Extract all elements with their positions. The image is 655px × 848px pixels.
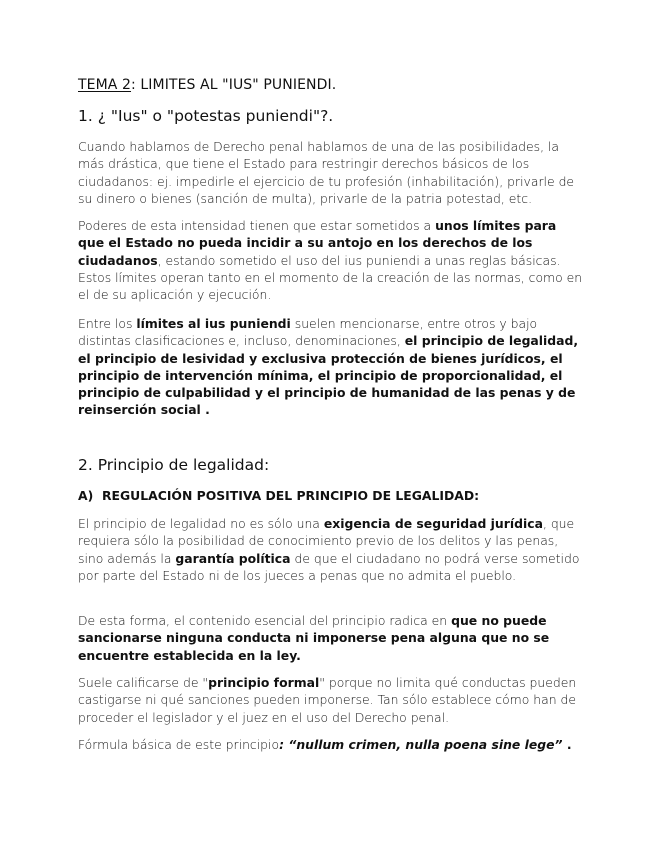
emphasis-limits: unos límites para que el Estado no pueda incidir a su antojo en los derechos de los ciudadanos [78,218,557,268]
emphasis-ius-puniendi: límites al ius puniendi [136,316,291,331]
paragraph-7: Fórmula básica de este principio: “nullum crimen, nulla poena sine lege” . [78,737,572,752]
section-1-heading: 1. ¿ "Ius" o "potestas puniendi"?. [78,107,334,125]
title-rest: : LIMITES AL "IUS" PUNIENDI. [131,77,337,93]
subsection-letter: A) [78,488,94,503]
paragraph-6: Suele calificarse de "principio formal" porque no limita qué conductas pueden castigarse ni qué sanciones pueden imponerse. Tan sólo establece cómo han de proceder el legislador y el juez en el uso del Derecho penal. [78,675,577,725]
emphasis-formula: : “nullum crimen, nulla poena sine lege” [279,737,563,752]
emphasis-conducta: que no puede sancionarse ninguna conducta ni imponerse pena alguna que no se encuentre establecida en la ley. [78,613,550,663]
paragraph-3: Entre los límites al ius puniendi suelen mencionarse, entre otros y bajo distintas clasificaciones e, incluso, denominaciones, el principio de legalidad, el principio de lesividad y exclusiva protección de bienes jurídicos, el principio de intervención mínima, el principio de proporcionalidad, el principio de culpabilidad y el principio de humanidad de las penas y de reinserción social . [78,316,579,418]
emphasis-seguridad: exigencia de seguridad jurídica [323,516,543,531]
emphasis-garantia: garantía política [175,550,291,566]
subsection-title: REGULACIÓN POSITIVA DEL PRINCIPIO DE LEGALIDAD: [102,488,480,503]
emphasis-principles-list: el principio de legalidad, el principio de lesividad y exclusiva protección de bienes jurídicos, el principio de intervención mínima, el principio de proporcionalidad, el principio de culpabilidad y el principio de humanidad de las penas y de reinserción social . [78,333,579,418]
paragraph-1: Cuando hablamos de Derecho penal hablamos de una de las posibilidades, la más drástica, que tiene el Estado para restringir derechos básicos de los ciudadanos: ej. impedirle el ejercicio de tu profesión (inhabilitación), privarle de su dinero o bienes (sanción de multa), privarle de la patria potestad, etc. [78,139,575,206]
emphasis-principio-formal: principio formal [208,675,320,690]
paragraph-4: El principio de legalidad no es sólo una exigencia de seguridad jurídica, que requiera sólo la posibilidad de conocimiento previo de los delitos y las penas, sino además la garantía política de que el ciudadano no podrá verse sometido por parte del Estado ni de los jueces a penas que no admita el pueblo. [78,516,580,583]
paragraph-2: Poderes de esta intensidad tienen que estar sometidos a unos límites para que el Estado no pueda incidir a su antojo en los derechos de los ciudadanos, estando sometido el uso del ius puniendi a unas reglas básicas. Estos límites operan tanto en el momento de la creación de las normas, como en el de su aplicación y ejecución. [78,218,583,303]
document-title [78,77,583,93]
tema-number: TEMA 2 [78,77,132,93]
subsection-a-heading [78,488,583,503]
paragraph-5: De esta forma, el contenido esencial del principio radica en que no puede sancionarse ninguna conducta ni imponerse pena alguna que no se encuentre establecida en la ley. [78,613,550,663]
section-2-heading: 2. Principio de legalidad: [78,456,270,474]
